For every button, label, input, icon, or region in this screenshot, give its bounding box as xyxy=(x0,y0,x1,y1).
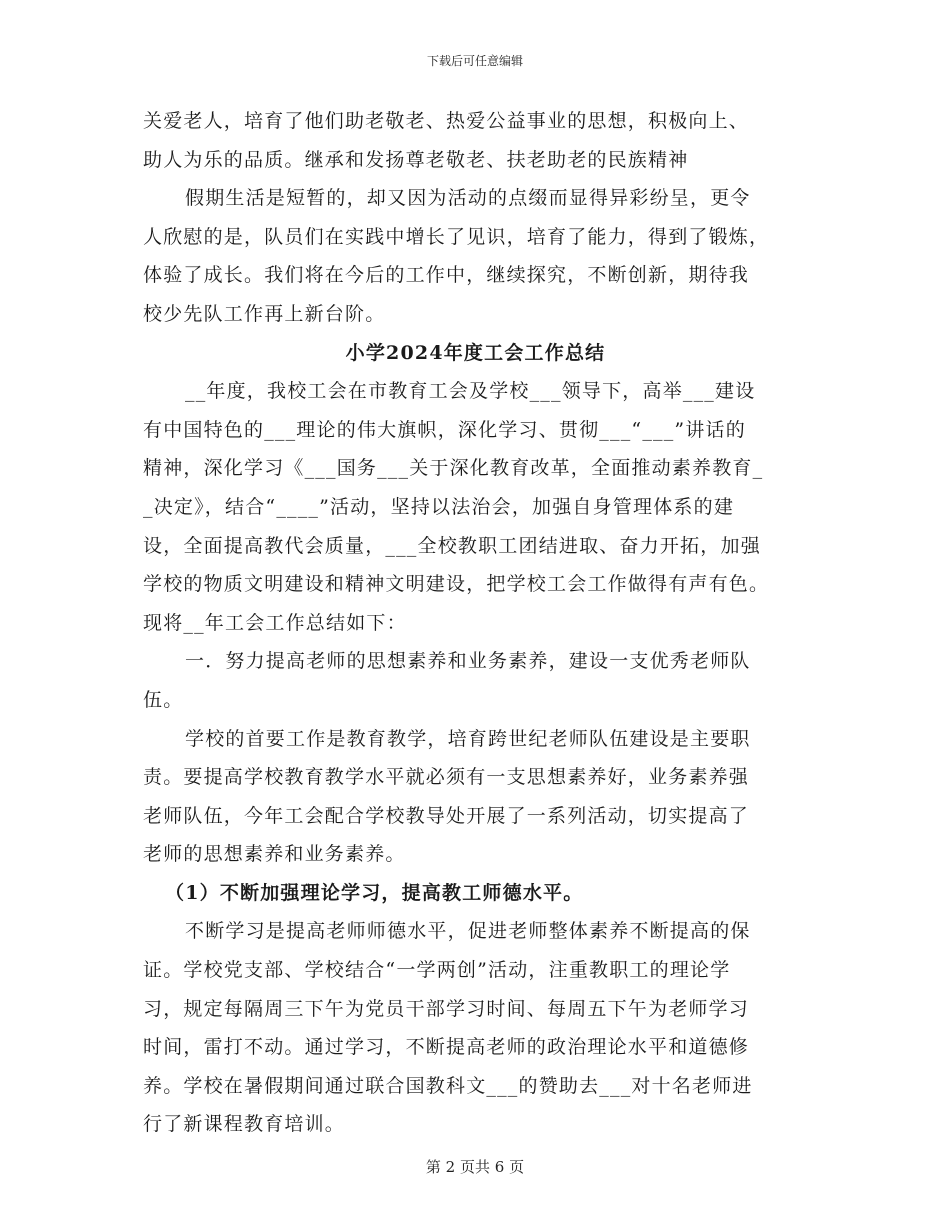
text-line: 设，全面提高教代会质量，___全校教职工团结进取、奋力开拓，加强 xyxy=(143,534,761,557)
text-line: 不断学习是提高老师师德水平，促进老师整体素养不断提高的保 xyxy=(185,920,751,943)
text-line: 学校的首要工作是教育教学，培育跨世纪老师队伍建设是主要职 xyxy=(185,727,751,750)
text-line: 责。要提高学校教育教学水平就必须有一支思想素养好，业务素养强 xyxy=(143,766,750,789)
text-line: 假期生活是短暂的，却又因为活动的点缀而显得异彩纷呈，更令 xyxy=(185,187,751,210)
text-line: 养。学校在暑假期间通过联合国教科文___的赞助去___对十名老师进 xyxy=(143,1074,753,1097)
text-line: 精神，深化学习《___国务___关于深化教育改革，全面推动素养教育_ xyxy=(143,457,764,480)
text-line: 老师的思想素养和业务素养。 xyxy=(143,843,406,866)
text-line: 体验了成长。我们将在今后的工作中，继续探究，不断创新，期待我 xyxy=(143,264,750,287)
text-line: 伍。 xyxy=(143,688,184,711)
text-line: 时间，雷打不动。通过学习，不断提高老师的政治理论水平和道德修 xyxy=(143,1036,750,1059)
document-body xyxy=(143,102,808,1144)
subsection-heading: （1）不断加强理论学习，提高教工师德水平。 xyxy=(165,881,584,904)
section-title: 小学2024年度工会工作总结 xyxy=(345,341,606,364)
text-line: 助人为乐的品质。继承和发扬尊老敬老、扶老助老的民族精神 xyxy=(143,148,689,171)
page-footer: 第 2 页共 6 页 xyxy=(425,1158,525,1176)
text-line: 有中国特色的___理论的伟大旗帜，深化学习、贯彻___“___”讲话的 xyxy=(143,418,746,441)
text-line: 学校的物质文明建设和精神文明建设，把学校工会工作做得有声有色。 xyxy=(143,573,770,596)
text-line: 关爱老人，培育了他们助老敬老、热爱公益事业的思想，积极向上、 xyxy=(143,110,750,132)
page-header: 下载后可任意编辑 xyxy=(426,54,523,68)
text-line: 现将__年工会工作总结如下： xyxy=(143,611,407,634)
text-line: _决定》，结合“____”活动，坚持以法治会，加强自身管理体系的建 xyxy=(143,495,735,518)
text-line: 一．努力提高老师的思想素养和业务素养，建设一支优秀老师队 xyxy=(185,650,751,673)
text-line: 人欣慰的是，队员们在实践中增长了见识，培育了能力，得到了锻炼， xyxy=(143,225,770,248)
text-line: __年度，我校工会在市教育工会及学校___领导下，高举___建设 xyxy=(185,380,756,403)
text-line: 习，规定每隔周三下午为党员干部学习时间、每周五下午为老师学习 xyxy=(143,997,750,1020)
text-line: 老师队伍，今年工会配合学校教导处开展了一系列活动，切实提高了 xyxy=(143,804,750,827)
text-line: 行了新课程教育培训。 xyxy=(143,1113,346,1136)
text-line: 证。学校党支部、学校结合“一学两创”活动，注重教职工的理论学 xyxy=(143,959,731,982)
text-line: 校少先队工作再上新台阶。 xyxy=(143,302,386,325)
